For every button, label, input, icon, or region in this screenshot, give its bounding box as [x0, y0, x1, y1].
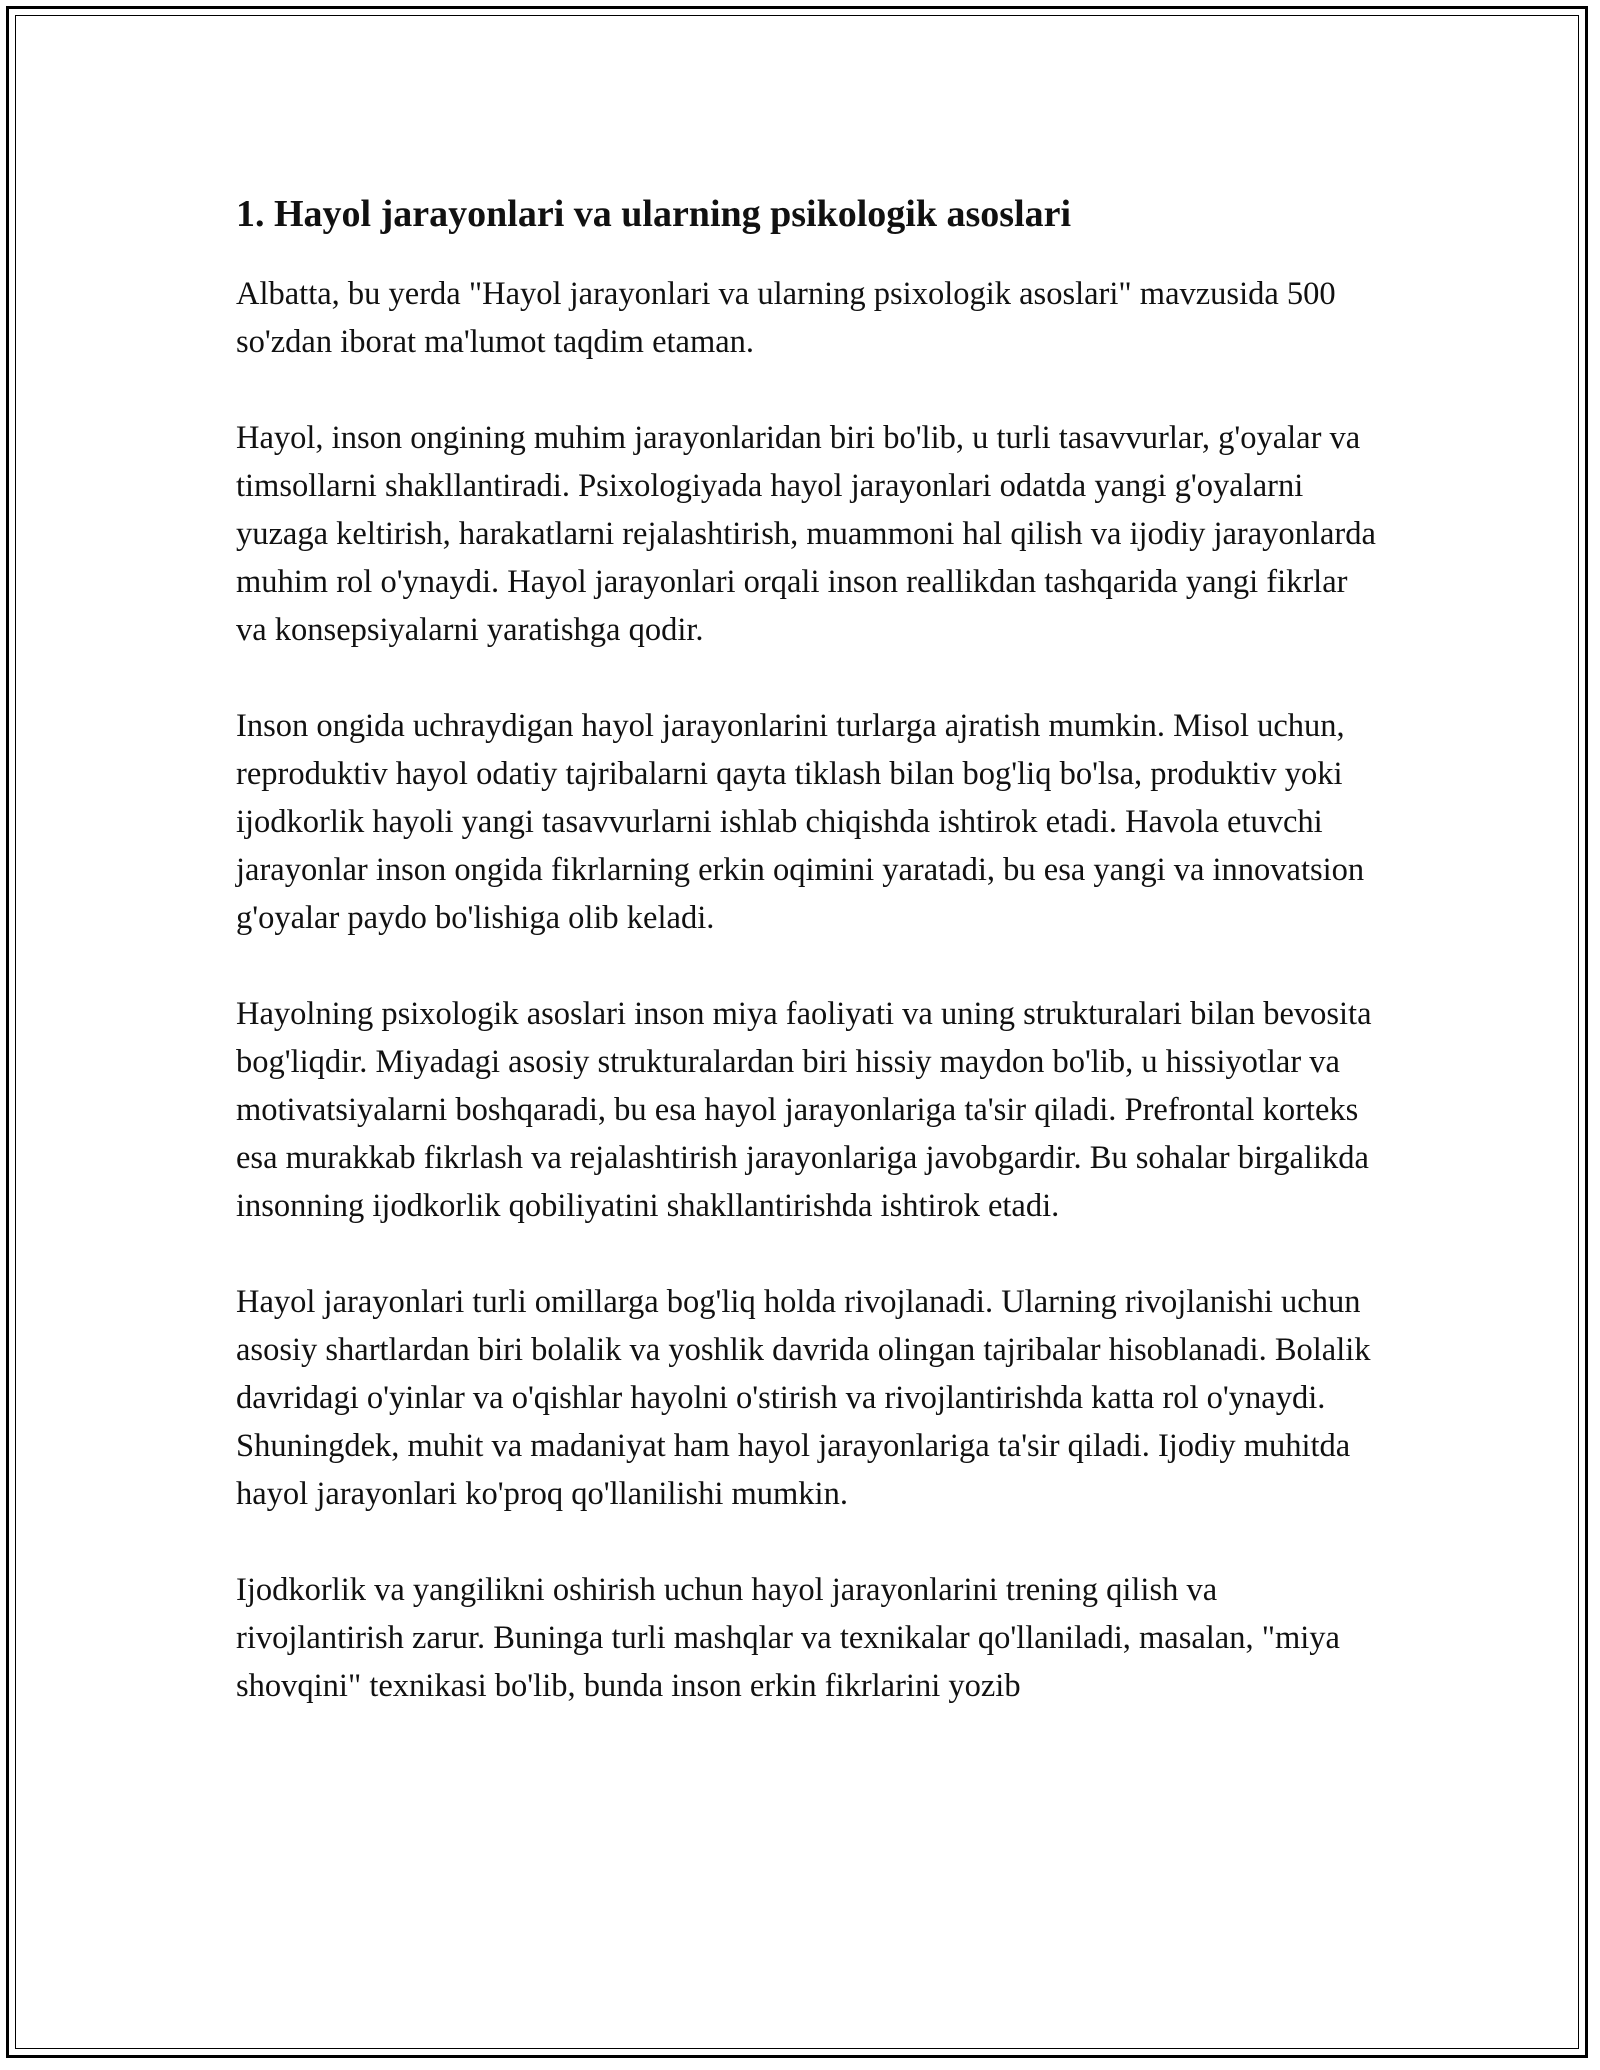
paragraph-definition: Hayol, inson ongining muhim jarayonlaridan biri bo'lib, u turli tasavvurlar, g'oyalar va timsollarni shakllantiradi. Psixologiyada hayol jarayonlari odatda yangi g'oyalarni yuzaga keltirish, harakatlarni rejalashtirish, muammoni hal qilish va ijodiy jarayonlarda muhim rol o'ynaydi. Hayol jarayonlari orqali inson reallikdan tashqarida yangi fikrlar va konsepsiyalarni yaratishga qodir. — [236, 420, 1376, 648]
paragraph-training: Ijodkorlik va yangilikni oshirish uchun hayol jarayonlarini trening qilish va rivojlantirish zarur. Buninga turli mashqlar va texnikalar qo'llaniladi, masalan, "miya shovqini" texnikasi bo'lib, bunda inson erkin fikrlarini yozib — [236, 1572, 1340, 1704]
paragraph-intro: Albatta, bu yerda "Hayol jarayonlari va ularning psixologik asoslari" mavzusida 500 so'zdan iborat ma'lumot taqdim etaman. — [236, 276, 1336, 360]
paragraph-development: Hayol jarayonlari turli omillarga bog'liq holda rivojlanadi. Ularning rivojlanishi uchun asosiy shartlardan biri bolalik va yoshlik davrida olingan tajribalar hisoblanadi. Bolalik davridagi o'yinlar va o'qishlar hayolni o'stirish va rivojlantirishda katta rol o'ynaydi. Shuningdek, muhit va madaniyat ham hayol jarayonlariga ta'sir qiladi. Ijodiy muhitda hayol jarayonlari ko'proq qo'llanilishi mumkin. — [236, 1284, 1371, 1512]
document-body — [236, 188, 1376, 1758]
document-title: 1. Hayol jarayonlari va ularning psikologik asoslari — [236, 193, 1072, 235]
paragraph-brain-basis: Hayolning psixologik asoslari inson miya faoliyati va uning strukturalari bilan bevosita bog'liqdir. Miyadagi asosiy strukturalardan biri hissiy maydon bo'lib, u hissiyotlar va motivatsiyalarni boshqaradi, bu esa hayol jarayonlariga ta'sir qiladi. Prefrontal korteks esa murakkab fikrlash va rejalashtirish jarayonlariga javobgardir. Bu sohalar birgalikda insonning ijodkorlik qobiliyatini shakllantirishda ishtirok etadi. — [236, 996, 1372, 1224]
paragraph-types: Inson ongida uchraydigan hayol jarayonlarini turlarga ajratish mumkin. Misol uchun, reproduktiv hayol odatiy tajribalarni qayta tiklash bilan bog'liq bo'lsa, produktiv yoki ijodkorlik hayoli yangi tasavvurlarni ishlab chiqishda ishtirok etadi. Havola etuvchi jarayonlar inson ongida fikrlarning erkin oqimini yaratadi, bu esa yangi va innovatsion g'oyalar paydo bo'lishiga olib keladi. — [236, 708, 1365, 936]
